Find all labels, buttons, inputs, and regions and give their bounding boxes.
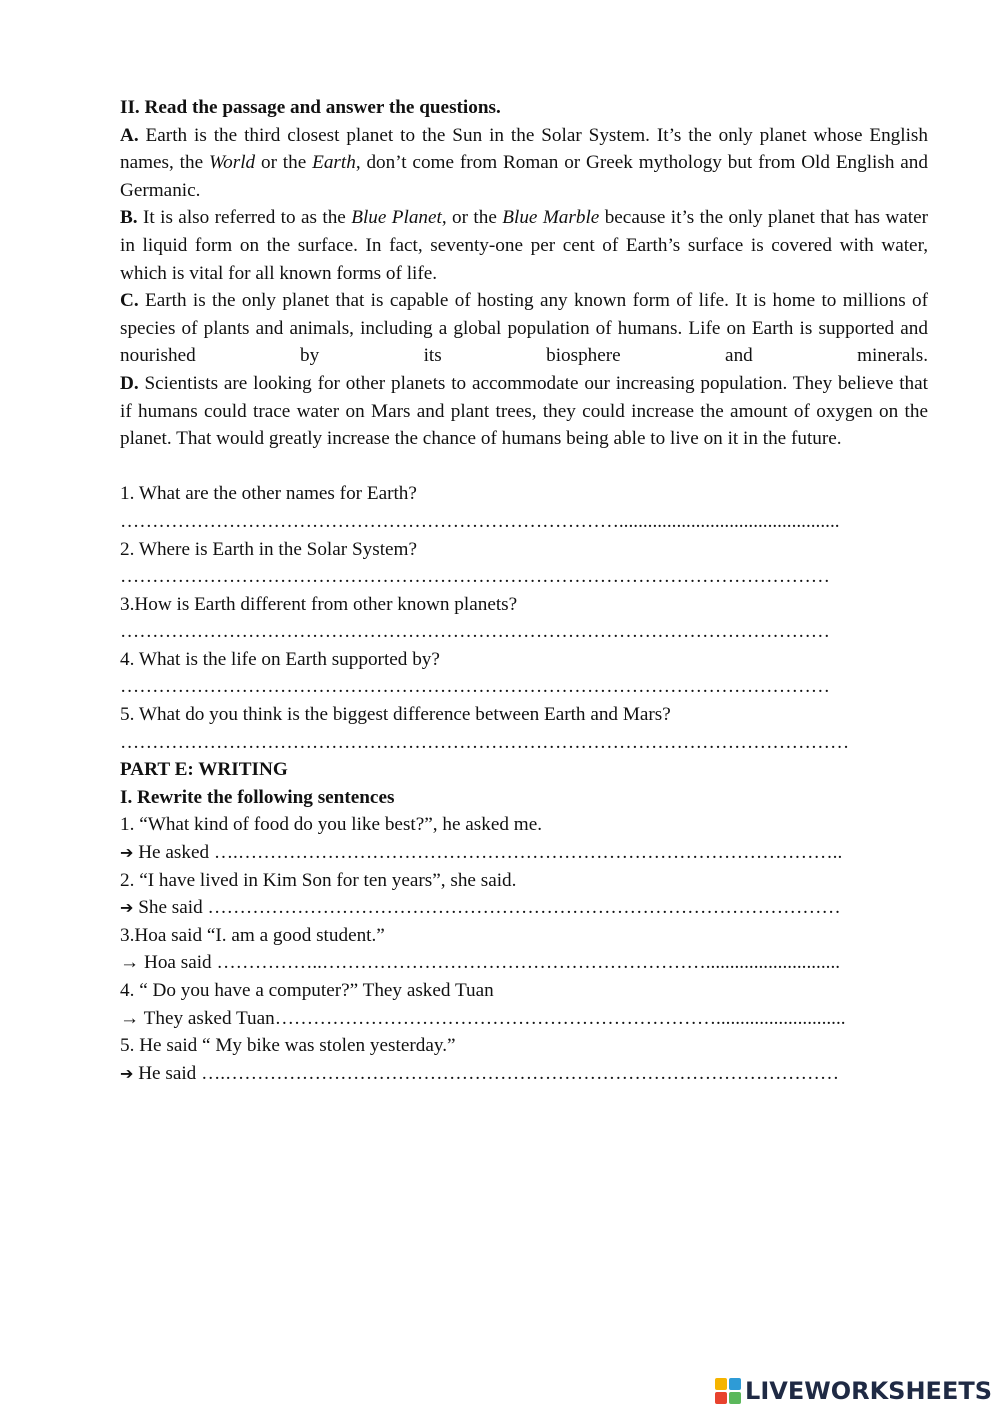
question-3: 3.How is Earth different from other known planets?	[120, 593, 518, 615]
logo-square	[715, 1392, 727, 1404]
question-5: 5. What do you think is the biggest difference between Earth and Mars?	[120, 704, 671, 726]
paragraph-b-label: B.	[120, 207, 138, 229]
rewrite-answer-4[interactable]: → They asked Tuan……………………………………………………………...........................	[120, 1007, 846, 1029]
question-list	[120, 480, 928, 756]
paragraph-d-label: D.	[120, 372, 139, 394]
part-title: PART E: WRITING	[120, 759, 288, 781]
rewrite-answer-3[interactable]: → Hoa said ……………..……………………………………………………............................	[120, 952, 841, 974]
paragraph-b: B. It is also referred to as the Blue Planet, or the Blue Marble because it’s the only planet that has water in liquid form on the surface. In fact, seventy-one per cent of Earth’s surface is covered with water, which is vital for all known forms of life.	[120, 207, 929, 284]
arrow-right-icon: →	[120, 1007, 140, 1029]
arrow-right-icon: ➔	[120, 843, 134, 863]
answer-line-2[interactable]: …………………………………………………………………………………………………	[120, 566, 830, 588]
rewrite-prompt-3: 3.Hoa said “I. am a good student.”	[120, 924, 385, 946]
rewrite-prompt-4: 4. “ Do you have a computer?” They asked Tuan	[120, 980, 494, 1001]
answer-line-4[interactable]: …………………………………………………………………………………………………	[120, 676, 830, 698]
spacer	[120, 453, 928, 481]
question-1: 1. What are the other names for Earth?	[120, 483, 417, 505]
answer-line-1[interactable]: ……………………………………………………………………..............................................	[120, 510, 840, 532]
liveworksheets-logo-icon	[715, 1378, 741, 1404]
question-4: 4. What is the life on Earth supported by?	[120, 648, 440, 670]
rewrite-prompt-2: 2. “I have lived in Kim Son for ten years”, she said.	[120, 869, 517, 891]
logo-square	[729, 1392, 741, 1404]
section-title: I. Rewrite the following sentences	[120, 786, 395, 808]
arrow-right-icon: ➔	[120, 898, 134, 918]
paragraph-c-label: C.	[120, 290, 139, 312]
reading-heading: II. Read the passage and answer the questions.	[120, 97, 501, 118]
rewrite-answer-1[interactable]: ➔ He asked ….…………………………………………………………………………………..	[120, 842, 843, 864]
paragraph-c: C. Earth is the only planet that is capable of hosting any known form of life. It is home to millions of species of plants and animals, including a global population of humans. Life on Earth is supported and nourished by its biosphere and minerals.	[120, 290, 928, 367]
rewrite-list	[120, 811, 928, 1087]
worksheet-page	[120, 94, 928, 1087]
paragraph-a-label: A.	[120, 124, 139, 146]
rewrite-answer-2[interactable]: ➔ She said ………………………………………………………………………………………	[120, 897, 841, 919]
liveworksheets-watermark	[715, 1377, 992, 1405]
arrow-right-icon: →	[120, 952, 140, 974]
rewrite-answer-5[interactable]: ➔ He said ….……………………………………………………………………………………	[120, 1062, 840, 1084]
rewrite-prompt-5: 5. He said “ My bike was stolen yesterday.”	[120, 1035, 456, 1057]
paragraph-d: D. Scientists are looking for other planets to accommodate our increasing population. They believe that if humans could trace water on Mars and plant trees, they could increase the amount of oxygen on the planet. That would greatly increase the chance of humans being able to live on it in the future.	[120, 372, 928, 450]
watermark-text: LIVEWORKSHEETS	[745, 1377, 992, 1405]
paragraph-a: A. Earth is the third closest planet to the Sun in the Solar System. It’s the only planet whose English names, the World or the Earth, don’t come from Roman or Greek mythology but from Old English and Germanic.	[120, 124, 928, 201]
logo-square	[729, 1378, 741, 1390]
answer-line-3[interactable]: …………………………………………………………………………………………………	[120, 621, 830, 643]
rewrite-prompt-1: 1. “What kind of food do you like best?”, he asked me.	[120, 814, 543, 836]
logo-square	[715, 1378, 727, 1390]
question-2: 2. Where is Earth in the Solar System?	[120, 538, 417, 560]
arrow-right-icon: ➔	[120, 1063, 134, 1083]
answer-line-5[interactable]: ……………………………………………………………………………………………………	[120, 731, 850, 753]
